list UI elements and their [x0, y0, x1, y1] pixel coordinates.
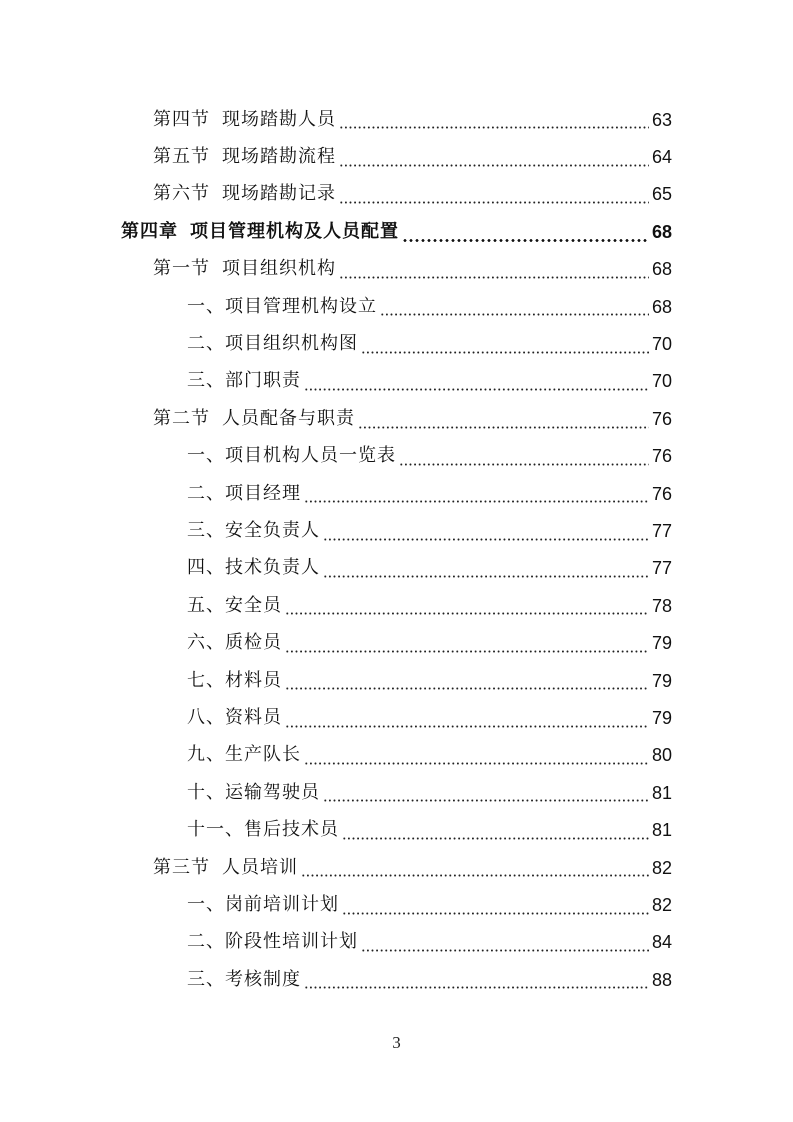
- table-of-contents: [0, 101, 793, 998]
- toc-entry-title: 现场踏勘记录: [222, 183, 336, 205]
- toc-entry-number: 第一节: [153, 258, 210, 280]
- toc-entry-title: 安全负责人: [225, 519, 320, 541]
- toc-entry[interactable]: [0, 138, 793, 175]
- toc-entry-number: 六、: [187, 632, 225, 654]
- toc-entry-title: 技术负责人: [225, 557, 320, 579]
- toc-entry-number: 三、: [187, 519, 225, 541]
- toc-entry-number: 十、: [187, 781, 225, 803]
- toc-entry-number: 二、: [187, 333, 225, 355]
- toc-entry-title: 项目管理机构及人员配置: [190, 220, 399, 242]
- toc-entry-label: [153, 258, 336, 280]
- toc-entry-page: 79: [651, 670, 672, 691]
- toc-entry-label: [153, 857, 298, 879]
- toc-entry-title: 人员培训: [222, 856, 298, 878]
- toc-entry[interactable]: [0, 737, 793, 774]
- dot-leader: [301, 874, 649, 877]
- toc-entry-title: 现场踏勘流程: [222, 146, 336, 168]
- toc-entry-title: 项目管理机构设立: [225, 295, 377, 317]
- toc-entry[interactable]: [0, 662, 793, 699]
- toc-entry-label: [187, 707, 282, 729]
- toc-entry-number: 一、: [187, 893, 225, 915]
- toc-entry[interactable]: [0, 699, 793, 736]
- toc-entry-page: 76: [651, 483, 672, 504]
- toc-entry-label: [187, 296, 377, 318]
- toc-entry-label: [187, 483, 301, 505]
- toc-entry-title: 人员配备与职责: [222, 407, 355, 429]
- toc-entry[interactable]: [0, 512, 793, 549]
- toc-entry-page: 82: [651, 894, 672, 915]
- toc-entry-page: 76: [651, 408, 672, 429]
- toc-chapter-entry[interactable]: [0, 213, 793, 250]
- toc-entry-title: 质检员: [225, 632, 282, 654]
- toc-entry-label: [187, 670, 282, 692]
- dot-leader: [402, 239, 649, 242]
- toc-entry-page: 81: [651, 820, 672, 841]
- toc-entry-page: 82: [651, 857, 672, 878]
- dot-leader: [361, 351, 649, 354]
- toc-entry[interactable]: [0, 587, 793, 624]
- toc-entry-number: 五、: [187, 594, 225, 616]
- toc-entry-page: 76: [651, 446, 672, 467]
- toc-entry-label: [187, 333, 358, 355]
- toc-entry-number: 第四章: [121, 220, 178, 242]
- toc-entry-title: 岗前培训计划: [225, 893, 339, 915]
- dot-leader: [339, 126, 649, 129]
- dot-leader: [323, 799, 649, 802]
- toc-entry-title: 阶段性培训计划: [225, 931, 358, 953]
- toc-entry-page: 78: [651, 595, 672, 616]
- toc-entry-number: 二、: [187, 931, 225, 953]
- toc-entry[interactable]: [0, 550, 793, 587]
- dot-leader: [399, 463, 649, 466]
- toc-entry-label: [187, 931, 358, 953]
- toc-entry-page: 68: [651, 259, 672, 280]
- toc-entry-number: 三、: [187, 370, 225, 392]
- toc-entry-page: 84: [651, 932, 672, 953]
- toc-entry-page: 77: [651, 558, 672, 579]
- toc-entry-title: 生产队长: [225, 744, 301, 766]
- dot-leader: [285, 650, 649, 653]
- dot-leader: [304, 388, 649, 391]
- toc-entry-title: 部门职责: [225, 370, 301, 392]
- dot-leader: [285, 612, 649, 615]
- toc-entry-label: [187, 744, 301, 766]
- dot-leader: [361, 949, 649, 952]
- toc-entry-label: [187, 894, 339, 916]
- toc-entry[interactable]: [0, 101, 793, 138]
- dot-leader: [323, 538, 649, 541]
- toc-entry-number: 第三节: [153, 856, 210, 878]
- toc-entry[interactable]: [0, 325, 793, 362]
- toc-entry-number: 三、: [187, 968, 225, 990]
- toc-entry-page: 70: [651, 371, 672, 392]
- dot-leader: [339, 276, 649, 279]
- toc-entry-title: 运输驾驶员: [225, 781, 320, 803]
- toc-entry-label: [187, 557, 320, 579]
- toc-entry-label: [187, 520, 320, 542]
- toc-entry[interactable]: [0, 176, 793, 213]
- dot-leader: [339, 164, 649, 167]
- toc-entry[interactable]: [0, 624, 793, 661]
- toc-entry-title: 资料员: [225, 706, 282, 728]
- toc-entry[interactable]: [0, 438, 793, 475]
- toc-entry-number: 第四节: [153, 108, 210, 130]
- dot-leader: [342, 837, 649, 840]
- toc-entry-number: 四、: [187, 557, 225, 579]
- toc-entry-number: 十一、: [187, 819, 244, 841]
- toc-entry-page: 63: [651, 109, 672, 130]
- toc-entry-page: 70: [651, 334, 672, 355]
- toc-entry-label: [153, 146, 336, 168]
- toc-entry-label: [187, 782, 320, 804]
- toc-entry-title: 项目机构人员一览表: [225, 445, 396, 467]
- toc-entry-page: 64: [651, 147, 672, 168]
- dot-leader: [304, 500, 649, 503]
- dot-leader: [285, 687, 649, 690]
- toc-entry[interactable]: [0, 251, 793, 288]
- toc-entry[interactable]: [0, 475, 793, 512]
- toc-entry-number: 第二节: [153, 407, 210, 429]
- dot-leader: [323, 575, 649, 578]
- toc-entry-title: 现场踏勘人员: [222, 108, 336, 130]
- toc-entry[interactable]: [0, 774, 793, 811]
- dot-leader: [342, 912, 649, 915]
- toc-entry-number: 一、: [187, 295, 225, 317]
- toc-entry-label: [153, 183, 336, 205]
- dot-leader: [304, 762, 649, 765]
- toc-entry-title: 材料员: [225, 669, 282, 691]
- toc-entry-title: 项目经理: [225, 482, 301, 504]
- toc-entry-label: [121, 221, 399, 243]
- toc-entry[interactable]: [0, 288, 793, 325]
- toc-entry-label: [187, 445, 396, 467]
- toc-entry-label: [187, 969, 301, 991]
- toc-entry-title: 安全员: [225, 594, 282, 616]
- toc-entry-number: 第六节: [153, 183, 210, 205]
- toc-entry-label: [153, 408, 355, 430]
- toc-entry-page: 65: [651, 184, 672, 205]
- toc-entry-title: 考核制度: [225, 968, 301, 990]
- toc-entry-label: [187, 595, 282, 617]
- toc-entry[interactable]: [0, 363, 793, 400]
- toc-entry-page: 79: [651, 707, 672, 728]
- toc-entry[interactable]: [0, 924, 793, 961]
- toc-entry[interactable]: [0, 961, 793, 998]
- dot-leader: [358, 426, 649, 429]
- toc-entry[interactable]: [0, 886, 793, 923]
- toc-entry-title: 售后技术员: [244, 819, 339, 841]
- dot-leader: [380, 313, 649, 316]
- toc-entry-number: 九、: [187, 744, 225, 766]
- toc-entry-page: 68: [651, 296, 672, 317]
- dot-leader: [304, 986, 649, 989]
- toc-entry-page: 68: [651, 221, 672, 242]
- toc-entry-title: 项目组织机构: [222, 258, 336, 280]
- toc-entry[interactable]: [0, 400, 793, 437]
- toc-entry-number: 第五节: [153, 146, 210, 168]
- toc-entry-number: 一、: [187, 445, 225, 467]
- dot-leader: [339, 201, 649, 204]
- toc-entry-page: 81: [651, 782, 672, 803]
- toc-entry-title: 项目组织机构图: [225, 333, 358, 355]
- toc-entry-page: 79: [651, 633, 672, 654]
- toc-entry-label: [187, 632, 282, 654]
- toc-entry[interactable]: [0, 811, 793, 848]
- toc-entry-label: [153, 109, 336, 131]
- page-number: 3: [392, 1033, 401, 1052]
- toc-entry-label: [187, 370, 301, 392]
- dot-leader: [285, 725, 649, 728]
- toc-entry-page: 88: [651, 969, 672, 990]
- toc-entry-number: 八、: [187, 706, 225, 728]
- toc-entry-label: [187, 819, 339, 841]
- toc-entry-number: 七、: [187, 669, 225, 691]
- toc-entry[interactable]: [0, 849, 793, 886]
- toc-entry-page: 80: [651, 745, 672, 766]
- toc-entry-page: 77: [651, 520, 672, 541]
- toc-entry-number: 二、: [187, 482, 225, 504]
